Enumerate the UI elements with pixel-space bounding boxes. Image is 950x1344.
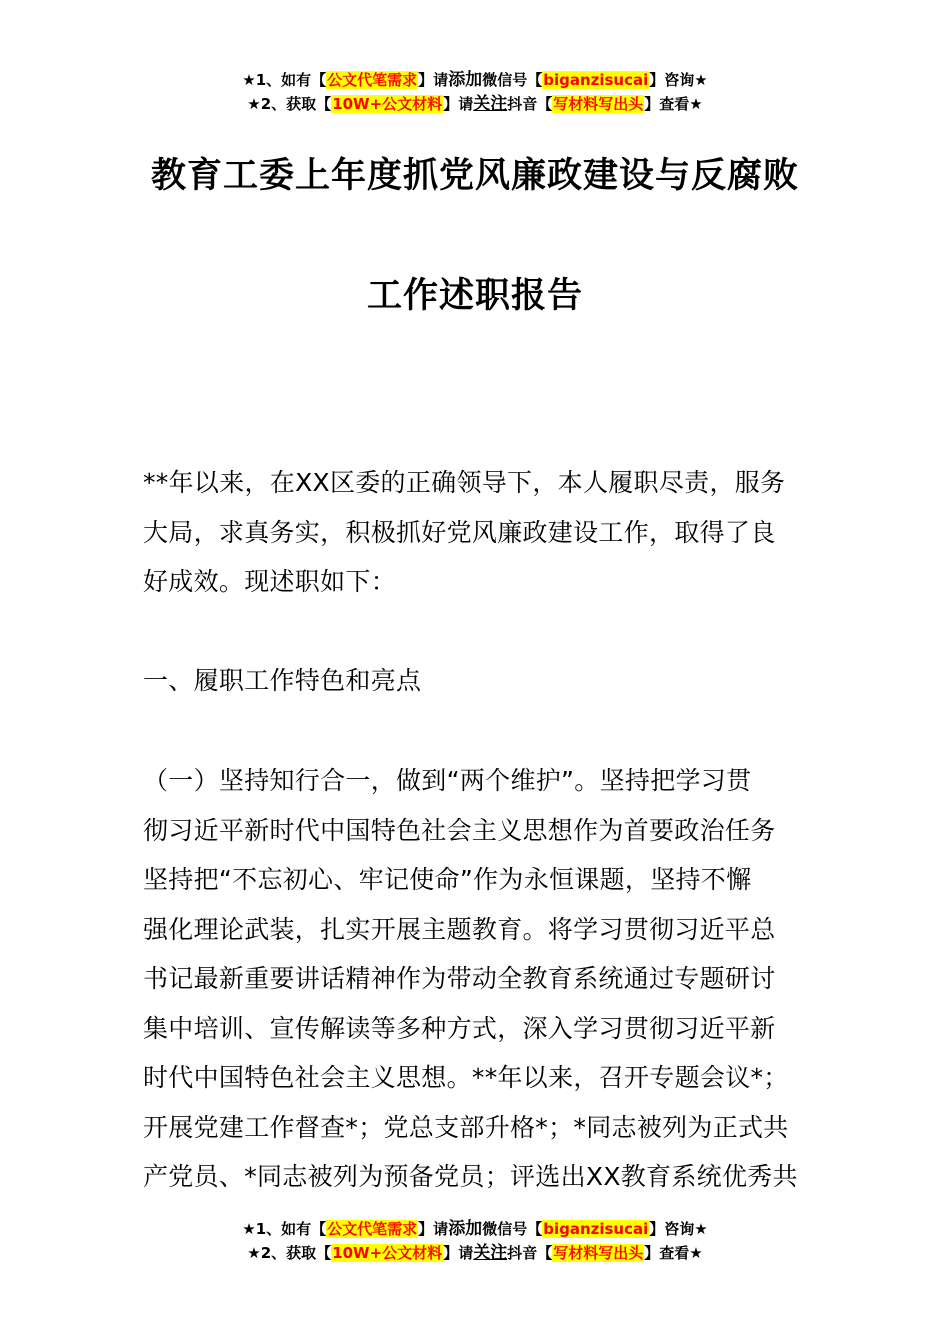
intro-paragraph: [143, 458, 811, 607]
banner-text: 】查看★: [644, 95, 703, 113]
banner-emphasis: 关注: [473, 94, 508, 114]
highlight-service: 公文代笔需求: [327, 1220, 418, 1238]
banner-emphasis: 添加: [448, 1219, 483, 1239]
text-line: 彻习近平新时代中国特色社会主义思想作为首要政治任务: [143, 815, 776, 845]
text-line: 开展党建工作督查*；党总支部升格*；*同志被列为正式共: [143, 1112, 789, 1142]
banner-text: 微信号【: [482, 1220, 543, 1238]
text-line: 坚持把“不忘初心、牢记使命”作为永恒课题，坚持不懈: [143, 865, 752, 894]
banner-text: 】请: [443, 1244, 474, 1262]
text-line: 大局，求真务实，积极抓好党风廉政建设工作，取得了良: [143, 517, 776, 547]
banner-line-1: [0, 68, 950, 92]
text-line: （一）坚持知行合一，做到“两个维护”。坚持把学习贯: [143, 766, 752, 795]
text-line: 产党员、*同志被列为预备党员；评选出XX教育系统优秀共: [143, 1162, 798, 1191]
banner-text: 微信号【: [482, 71, 543, 89]
text-line: 时代中国特色社会主义思想。**年以来，召开专题会议*；: [143, 1063, 789, 1092]
text-line: 集中培训、宣传解读等多种方式，深入学习贯彻习近平新: [143, 1013, 776, 1043]
highlight-wechat-id: biganzisucai: [543, 1220, 649, 1238]
banner-text: 】请: [418, 71, 449, 89]
header-banner: [0, 68, 950, 116]
text-line: **年以来，在XX区委的正确领导下，本人履职尽责，服务: [143, 468, 786, 497]
banner-text: 】查看★: [644, 1244, 703, 1262]
banner-emphasis: 关注: [473, 1243, 508, 1263]
banner-emphasis: 添加: [448, 70, 483, 90]
text-line: 书记最新重要讲话精神作为带动全教育系统通过专题研讨: [143, 964, 776, 993]
banner-line-2: [0, 1241, 950, 1265]
banner-text: 抖音【: [507, 1244, 553, 1262]
banner-text: ★2、获取【: [247, 1244, 332, 1262]
document-title-line-1: 教育工委上年度抓党风廉政建设与反腐败: [150, 156, 799, 196]
banner-text: ★2、获取【: [247, 95, 332, 113]
section-heading: [143, 656, 811, 706]
highlight-materials: 10W+公文材料: [332, 95, 443, 113]
banner-text: 】咨询★: [649, 1220, 708, 1238]
footer-banner: [0, 1217, 950, 1265]
text-line: 好成效。现述职如下：: [143, 567, 397, 596]
highlight-service: 公文代笔需求: [327, 71, 418, 89]
banner-line-1: [0, 1217, 950, 1241]
banner-text: 】请: [418, 1220, 449, 1238]
section-heading-text: 一、履职工作特色和亮点: [143, 666, 422, 695]
banner-text: 抖音【: [507, 95, 553, 113]
highlight-douyin-id: 写材料写出头: [553, 95, 644, 113]
banner-text: 】咨询★: [649, 71, 708, 89]
text-line: 强化理论武装，扎实开展主题教育。将学习贯彻习近平总: [143, 914, 776, 944]
banner-text: ★1、如有【: [242, 71, 327, 89]
section-body-paragraph: [143, 756, 811, 1202]
banner-line-2: [0, 92, 950, 116]
highlight-wechat-id: biganzisucai: [543, 71, 649, 89]
highlight-materials: 10W+公文材料: [332, 1244, 443, 1262]
banner-text: 】请: [443, 95, 474, 113]
highlight-douyin-id: 写材料写出头: [553, 1244, 644, 1262]
document-title-line-2: 工作述职报告: [366, 276, 583, 316]
banner-text: ★1、如有【: [242, 1220, 327, 1238]
